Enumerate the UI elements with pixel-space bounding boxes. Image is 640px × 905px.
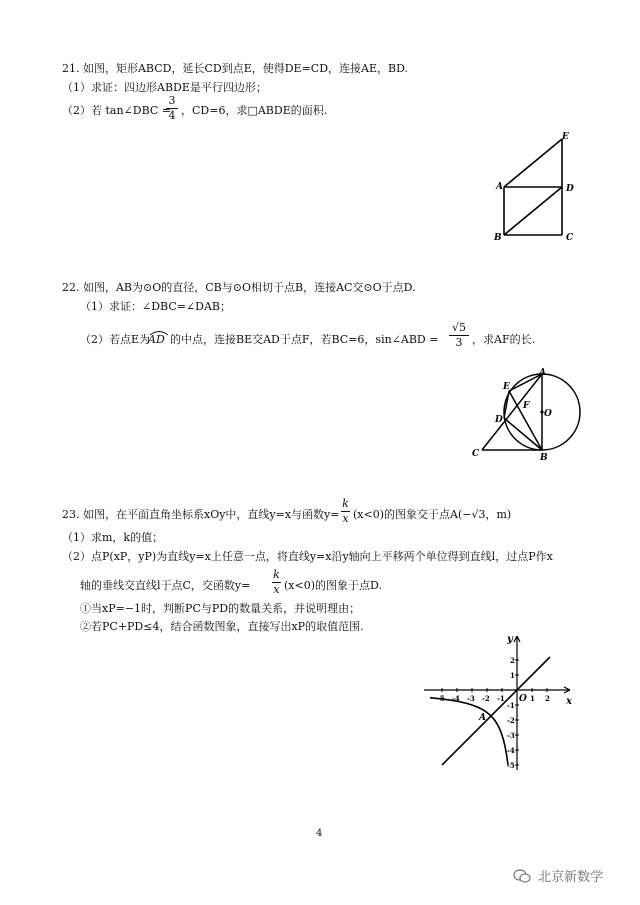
q22-label-D: D (495, 415, 503, 425)
q21-part2-pre: （2）若 tan∠DBC = (62, 104, 172, 117)
q23-y-tick: -1 (507, 701, 515, 710)
q23-x-axis-label: x (566, 696, 572, 707)
q22-label-O: O (544, 409, 552, 419)
q22-label-B: B (540, 453, 548, 462)
q23-x-tick: -4 (452, 694, 460, 703)
q23-stem-fraction (341, 498, 350, 525)
q21-label-D: D (566, 184, 574, 194)
watermark-text: 北京新数学 (538, 870, 604, 885)
q23-y-axis-label: y (507, 634, 513, 645)
q21-figure (480, 125, 590, 245)
q21-frac-den: 4 (168, 109, 176, 122)
q22-label-C: C (472, 449, 480, 459)
q22-part2-post: ，求AF的长. (472, 333, 536, 346)
q21-part1: （1）求证：四边形ABDE是平行四边形； (62, 81, 267, 94)
q23-x-tick: 1 (530, 694, 535, 703)
q21-label-E: E (562, 132, 569, 142)
q22-part2-mid: 的中点，连接BE交AD于点F，若BC=6，sin∠ABD = (170, 333, 439, 346)
q23-x-tick: -1 (497, 694, 505, 703)
q22-part1: （1）求证：∠DBC=∠DAB； (80, 300, 232, 313)
q23-p2-frac-den: x (273, 583, 280, 596)
q21-label-B: B (494, 233, 502, 243)
q23-sub1: ①当xP=−1时，判断PC与PD的数量关系，并说明理由； (80, 602, 361, 615)
q23-x-tick: 2 (545, 694, 550, 703)
q22-label-F: F (523, 401, 530, 411)
q22-arc-mark (148, 328, 170, 336)
q23-y-tick: -4 (507, 746, 515, 755)
q23-part2-line2-pre: 轴的垂线交直线l于点C，交函数y= (80, 579, 251, 592)
q22-label-E: E (503, 382, 510, 392)
q22-label-A: A (539, 368, 546, 378)
q23-part1: （1）求m，k的值； (62, 531, 164, 544)
q22-stem: 22. 如图，AB为⊙O的直径，CB与⊙O相切于点B，连接AC交⊙O于点D. (62, 281, 416, 294)
q23-sub2: ②若PC+PD≤4，结合函数图象，直接写出xP的取值范围. (80, 620, 364, 633)
q23-part2-line1: （2）点P(xP，yP)为直线y=x上任意一点，将直线y=x沿y轴向上平移两个单位得到直线l，过点P作x (62, 550, 553, 563)
q23-part2-line2-post: (x<0)的图象于点D. (284, 579, 382, 592)
q22-figure (470, 362, 590, 462)
q21-label-A: A (496, 182, 503, 192)
wechat-icon (513, 869, 531, 887)
q23-x-tick: -3 (467, 694, 475, 703)
q23-stem-frac-den: x (342, 512, 349, 525)
q22-frac-den: 3 (455, 336, 463, 349)
q21-frac-num: 3 (168, 94, 176, 107)
q22-fraction (449, 322, 469, 349)
q23-part2-fraction (272, 569, 281, 596)
q22-frac-num: √5 (451, 321, 466, 334)
q23-coordinate-figure (420, 630, 580, 775)
q23-point-A-label: A (479, 712, 487, 723)
q23-stem-post: (x<0)的图象交于点A(−√3，m) (353, 508, 512, 521)
q23-x-tick: -5 (437, 694, 445, 703)
q23-line-y-equals-x (442, 657, 550, 765)
q21-fraction (166, 95, 178, 122)
q23-y-tick: 1 (510, 671, 515, 680)
q23-y-tick: -5 (507, 761, 515, 770)
q23-stem-frac-num: k (342, 497, 349, 510)
q23-hyperbola-branch (430, 698, 508, 765)
q22-arc-text: AD (148, 333, 165, 346)
q23-y-tick: -2 (507, 716, 515, 725)
q22-part2-pre: （2）若点E为 (80, 333, 151, 346)
q23-p2-frac-num: k (273, 568, 280, 581)
q21-label-C: C (566, 233, 574, 243)
page-number: 4 (316, 828, 323, 839)
watermark (513, 866, 603, 887)
q21-part2-post: ，CD=6，求□ABDE的面积. (181, 104, 328, 117)
q23-origin-label: O (519, 694, 527, 704)
q23-y-tick: -3 (507, 731, 515, 740)
q23-stem-pre: 23. 如图，在平面直角坐标系xOy中，直线y=x与函数y= (62, 508, 340, 521)
q23-x-tick: -2 (482, 694, 490, 703)
q21-stem: 21. 如图，矩形ABCD，延长CD到点E，使得DE=CD，连接AE，BD. (62, 62, 409, 75)
q22-arc-AD (148, 333, 165, 347)
q23-y-tick: 2 (510, 656, 515, 665)
